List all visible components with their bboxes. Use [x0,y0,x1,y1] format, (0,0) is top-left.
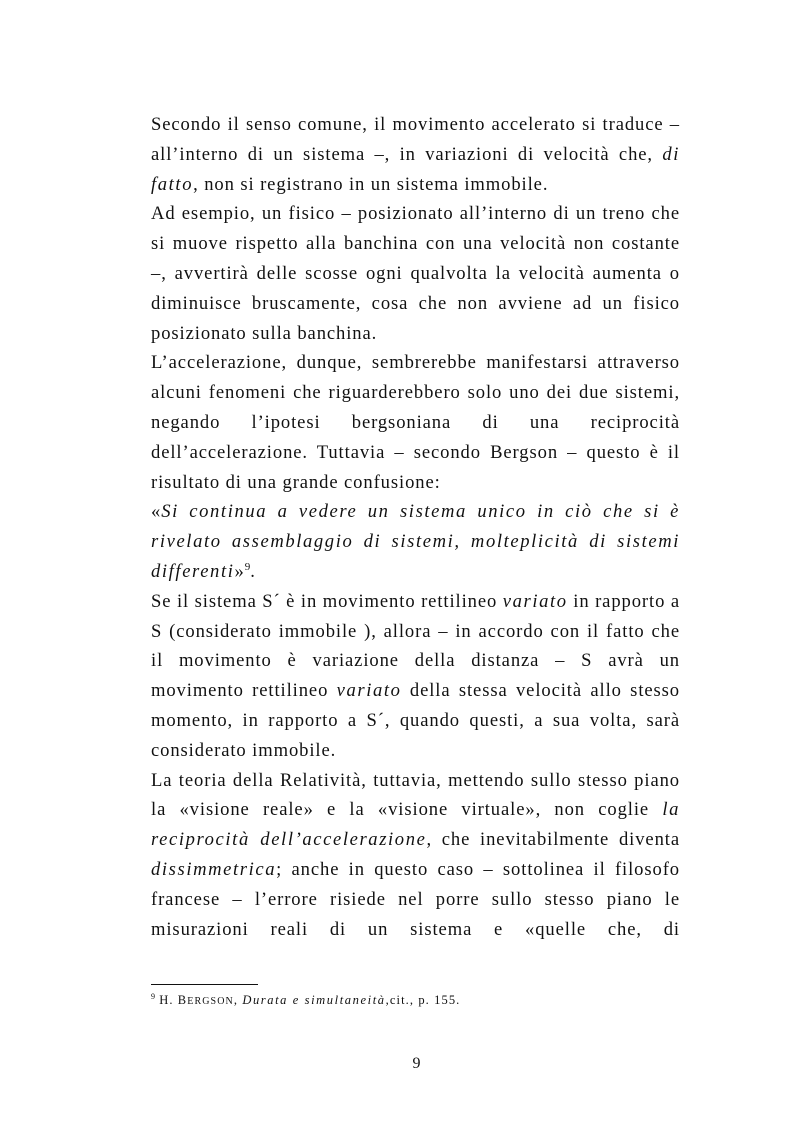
footnote-title: Durata e simultaneità [242,993,386,1007]
footnote-divider [151,984,258,985]
paragraph-5 [151,766,680,945]
punctuation: . [250,560,256,582]
footnote-ref: 9 [244,560,251,573]
paragraph-text: Ad esempio, un fisico – posizionato all’interno di un treno che si muove rispetto alla banchina con una velocità non costante –, avvertirà delle scosse ogni qualvolta la velocità aumenta o diminuisce bruscamente, cosa che non avviene ad un fisico posizionato sulla banchina. [151,203,680,344]
paragraph-text: La teoria della Relatività, tuttavia, mettendo sullo stesso piano la «visione reale» e la «visione virtuale», non coglie [151,769,680,821]
paragraph-text: L’accelerazione, dunque, sembrerebbe manifestarsi attraverso alcuni fenomeni che riguarderebbero solo uno dei due sistemi, negando l’ipotesi bergsoniana di una reciprocità dell’accelerazione. Tuttavia – secondo Bergson – questo è il risultato di una grande confusione: [151,352,680,493]
italic-phrase: dissimmetrica [151,858,277,880]
footnote [151,992,691,1010]
footnote-separator: , [233,993,243,1007]
paragraph-text: Se il sistema S´ è in movimento rettilineo [151,590,503,612]
quote-mark: « [151,501,162,523]
paragraph-text: , non si registrano in un sistema immobile. [193,173,549,195]
paragraph-1 [151,110,680,199]
footnote-author-rest: ERGSON [187,996,234,1007]
quotation [151,497,680,586]
body-text [151,110,680,944]
paragraph-text: , che inevitabilmente diventa [426,829,681,851]
quote-text: Si continua a vedere un sistema unico in ciò che si è rivelato assemblaggio di sistemi, molteplicità di sistemi differenti [151,501,680,582]
paragraph-text: ; anche in questo caso – sottolinea il filosofo francese – l’errore risiede nel porre sullo stesso piano le misurazioni reali di un sistema e «quelle che, di [151,858,680,940]
paragraph-2 [151,199,680,348]
paragraph-4 [151,587,680,766]
italic-phrase: variato [336,680,402,702]
quote-mark: » [234,560,245,582]
italic-phrase: di fatto [151,143,680,195]
footnote-citation: ,cit., p. 155. [385,993,461,1007]
italic-phrase: la reciprocità dell’accelerazione [151,799,680,851]
paragraph-3 [151,348,680,497]
paragraph-text: della stessa velocità allo stesso momento, in rapporto a S´, quando questi, a sua volta, sarà considerato immobile. [151,680,681,761]
paragraph-text: Secondo il senso comune, il movimento accelerato si traduce – all’interno di un sistema –, in variazioni di velocità che, [151,114,680,165]
italic-phrase: variato [502,590,568,612]
paragraph-text: in rapporto a S (considerato immobile ), allora – in accordo con il fatto che il movimento è variazione della distanza – S avrà un movimento rettilineo [151,590,680,702]
footnote-number: 9 [151,992,155,1001]
page-number: 9 [412,1055,421,1072]
footnote-author-initial: H. B [159,993,188,1007]
